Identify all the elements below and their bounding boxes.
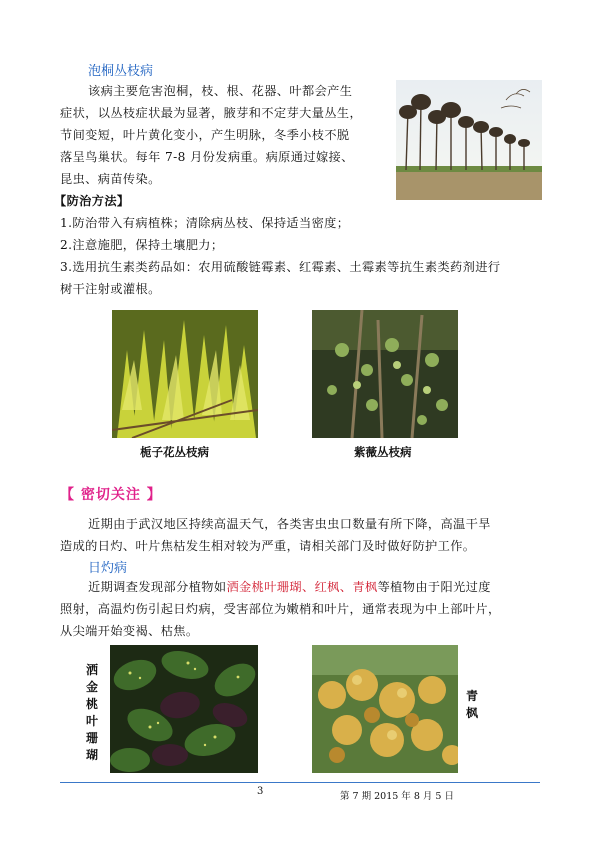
- methods-heading: 【防治方法】: [54, 194, 130, 208]
- maple-label: 青枫: [466, 689, 479, 720]
- sunburn-line: 照射，高温灼伤引起日灼病，受害部位为嫩梢和叶片，通常表现为中上部叶片，: [60, 602, 501, 616]
- sunburn-text: 等植物由于阳光过度: [377, 580, 491, 594]
- sunburn-line: [60, 576, 550, 598]
- body-line: 落呈鸟巢状。每年 7-8 月份发病重。病原通过嫁接、: [60, 150, 354, 164]
- paulownia-photo: [396, 80, 542, 200]
- sunburn-heading: 日灼病: [88, 561, 128, 576]
- intro-line: 造成的日灼、叶片焦枯发生相对较为严重，请相关部门及时做好防护工作。: [60, 539, 476, 553]
- gardenia-photo: [112, 310, 258, 438]
- maple-photo: [312, 645, 458, 773]
- gardenia-caption: 栀子花丛枝病: [140, 445, 209, 459]
- plant-red-maple: 红枫: [314, 580, 340, 594]
- plant-green-maple: 青枫: [352, 580, 378, 594]
- issue-date: 第 7 期 2015 年 8 月 5 日: [340, 791, 454, 802]
- intro-line: 近期由于武汉地区持续高温天气，各类害虫虫口数量有所下降，高温干旱: [88, 517, 491, 531]
- separator: 、: [302, 580, 315, 594]
- body-line: 该病主要危害泡桐，枝、根、花器、叶都会产生: [88, 84, 353, 98]
- separator: 、: [339, 580, 353, 594]
- methods-block: [54, 190, 550, 300]
- sunburn-body: [60, 576, 550, 642]
- sunburn-line: 从尖端开始变褐、枯焦。: [60, 624, 199, 638]
- method-item: 1.防治带入有病植株；清除病丛枝、保持适当密度；: [60, 216, 350, 230]
- body-line: 节间变短，叶片黄化变小，产生明脉，冬季小枝不脱: [60, 128, 350, 142]
- aucuba-label: 洒金桃叶珊瑚: [86, 663, 99, 762]
- aucuba-photo: [110, 645, 258, 773]
- body-line: 症状，以丛枝症状最为显著，腋芽和不定芽大量丛生，: [60, 106, 363, 120]
- sunburn-text: 近期调查发现部分植物如: [88, 580, 227, 594]
- paulownia-body: [60, 80, 398, 190]
- attention-intro: [60, 513, 550, 557]
- body-line: 昆虫、病苗传染。: [60, 172, 161, 186]
- attention-banner: 【 密切关注 】: [60, 487, 162, 503]
- method-item: 树干注射或灌根。: [60, 282, 161, 296]
- crape-caption: 紫薇丛枝病: [354, 445, 412, 459]
- page-number: 3: [257, 786, 264, 797]
- footer-rule: [60, 782, 540, 783]
- method-item: 2.注意施肥，保持土壤肥力；: [60, 238, 224, 252]
- crape-photo: [312, 310, 458, 438]
- plant-aucuba: 洒金桃叶珊瑚: [226, 580, 302, 594]
- paulownia-heading: 泡桐丛枝病: [88, 64, 154, 79]
- method-item: 3.选用抗生素类药品如：农用硫酸链霉素、红霉素、土霉素等抗生素类药剂进行: [60, 260, 501, 274]
